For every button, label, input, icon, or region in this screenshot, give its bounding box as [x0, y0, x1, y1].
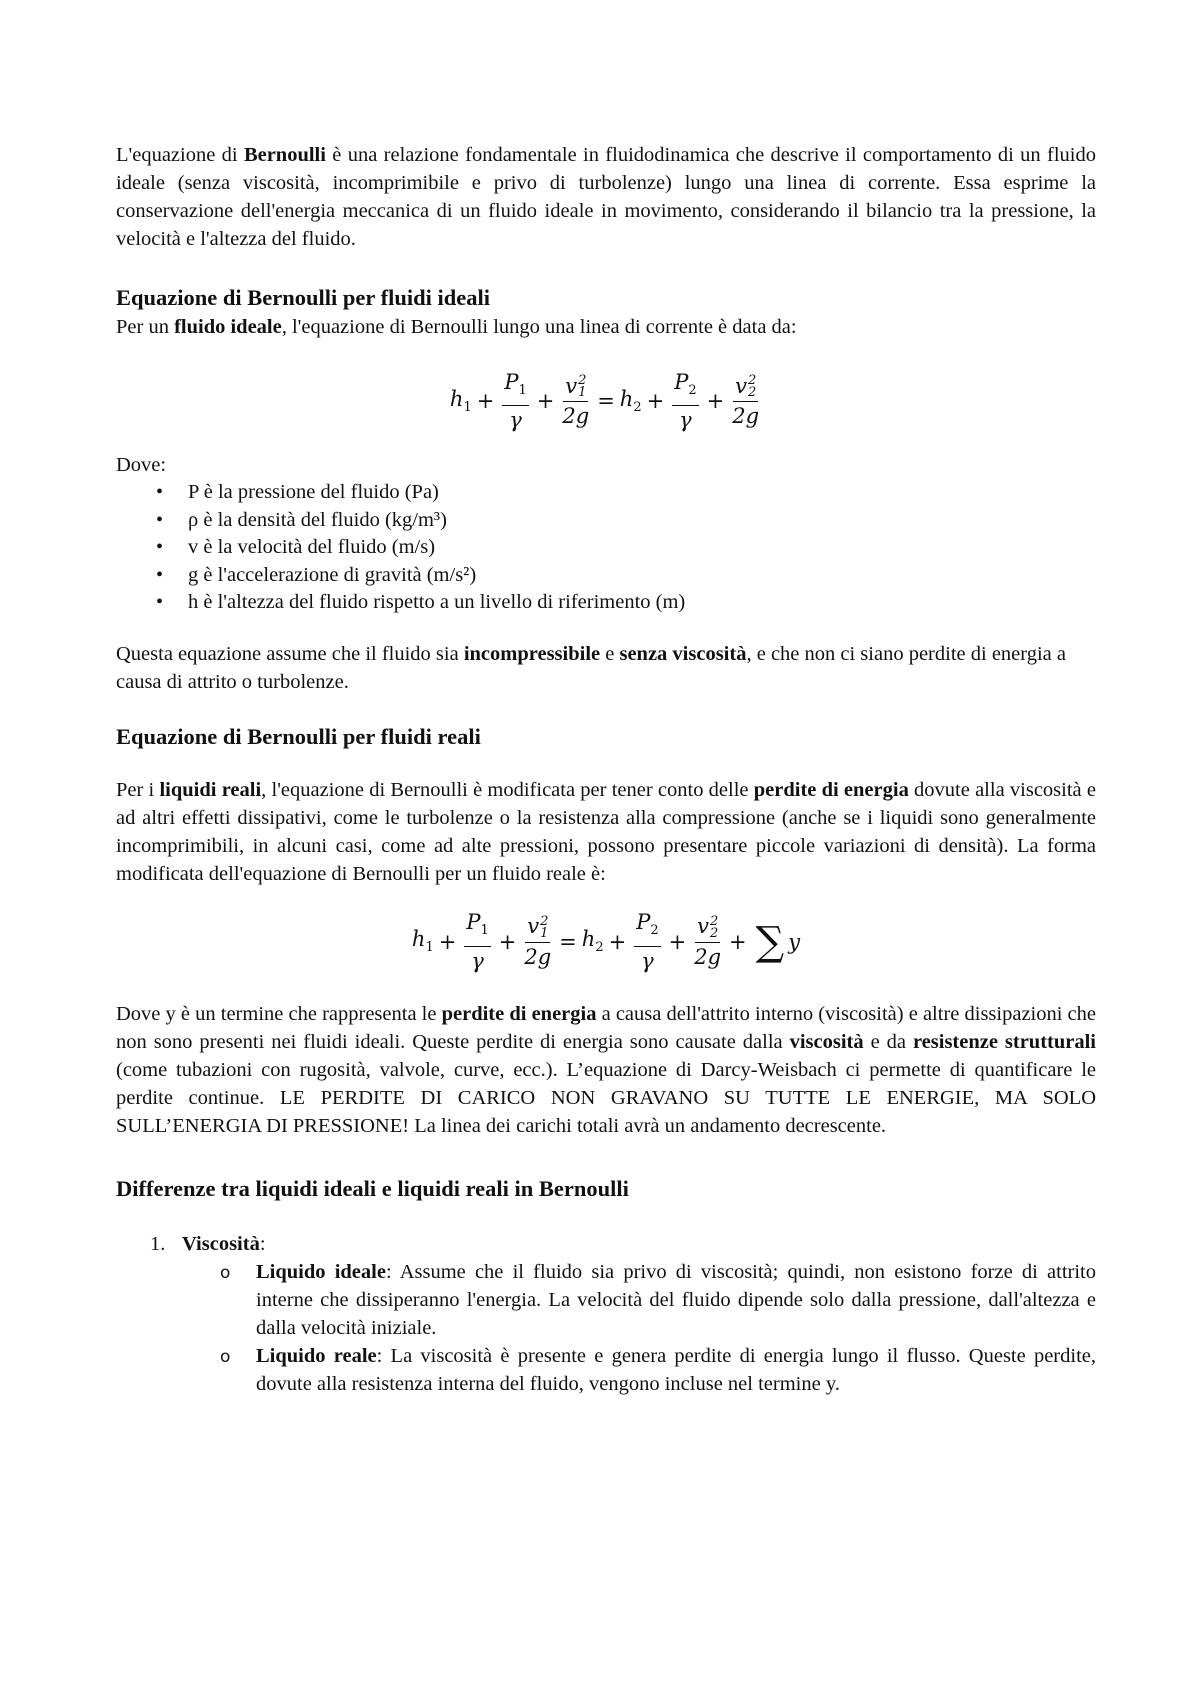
eq-gamma: γ	[641, 948, 654, 973]
ideal-intro-paragraph	[116, 313, 1096, 341]
after-text-1: Dove y è un termine che rappresenta le	[116, 1002, 442, 1025]
real-intro-paragraph	[116, 776, 1096, 888]
eq-frac-p1	[502, 370, 528, 432]
eq-sigma: ∑	[755, 918, 785, 965]
eq-v2-sub: 2	[747, 385, 757, 401]
eq-v2-sup: 2	[747, 373, 757, 389]
equation-real	[116, 904, 1096, 980]
eq-v1-sub: 1	[540, 925, 549, 941]
eq-v2: v	[735, 373, 747, 398]
eq-equals: =	[597, 389, 615, 413]
eq-h1-sub: 1	[463, 400, 472, 416]
item-colon: :	[259, 1232, 266, 1255]
assume-text-1: Questa equazione assume che il fluido sia	[116, 642, 464, 665]
eq-plus: +	[668, 929, 687, 954]
equation-ideal	[116, 363, 1096, 439]
eq-plus: +	[729, 929, 747, 954]
eq-frac-p2	[634, 910, 660, 972]
eq-h2: h	[619, 386, 634, 411]
eq-v2: v	[697, 914, 709, 939]
after-text-2: a causa dell'attrito interno (viscosità) e altre dissipazioni che non sono presenti nei fluidi ideali. Queste perdite di energia sono causate dalla	[116, 1002, 1097, 1053]
list-number: 1.	[150, 1232, 166, 1255]
real-text-1: Per i	[116, 778, 160, 801]
eq-v1-sub: 1	[578, 385, 587, 401]
eq-h2: h	[581, 927, 596, 952]
eq-plus: +	[476, 389, 495, 413]
eq-p1-sub: 1	[480, 923, 489, 939]
after-text-4: (come tubazioni con rugosità, valvole, curve, ecc.). L’equazione di Darcy-Weisbach ci permette di quantificare le perdite continue. LE PERDITE DI CARICO NON GRAVANO SU TUTTE LE ENERGIE, MA SOLO SULL’ENERGIA DI PRESSIONE! La linea dei carichi totali avrà un andamento decrescente.	[116, 1058, 1096, 1137]
circle-bullet-icon: o	[220, 1346, 231, 1367]
assume-bold-viscosita: senza viscosità	[619, 642, 747, 665]
eq-v1: v	[527, 914, 540, 939]
assume-text-3: , e che non ci siano perdite di energia a causa di attrito o turbolenze.	[116, 642, 1066, 693]
real-bold-perdite: perdite di energia	[753, 778, 909, 801]
eq-p1: P	[466, 910, 481, 935]
eq-h1: h	[411, 927, 426, 952]
eq-gamma: γ	[509, 408, 522, 433]
eq-v1: v	[565, 373, 578, 398]
item-title-viscosita: Viscosità	[182, 1232, 260, 1255]
list-item: • h è l'altezza del fluido rispetto a un livello di riferimento (m)	[188, 589, 1096, 617]
list-item: • g è l'accelerazione di gravità (m/s²)	[188, 562, 1096, 590]
eq-plus: +	[706, 389, 725, 413]
after-bold-perdite: perdite di energia	[441, 1002, 597, 1025]
eq-p2: P	[636, 910, 651, 935]
eq-plus: +	[498, 929, 517, 954]
heading-ideal-fluids: Equazione di Bernoulli per fluidi ideali	[116, 285, 491, 310]
sub-list	[182, 1258, 1096, 1398]
assume-bold-incompressibile: incompressibile	[463, 642, 601, 665]
intro-bold-bernoulli: Bernoulli	[243, 144, 326, 166]
list-item: • ρ è la densità del fluido (kg/m³)	[188, 507, 1096, 535]
assumption-paragraph	[116, 640, 1096, 696]
intro-text-2: è una relazione fondamentale in fluidodinamica che descrive il comportamento di un fluido ideale (senza viscosità, incomprimibile e privo di turbolenze) lungo una linea di corrente. Essa esprime la conservazione dell'energia meccanica di un fluido ideale in movimento, considerando il bilancio tra la pressione, la velocità e l'altezza del fluido.	[116, 144, 1096, 250]
ideal-intro-bold: fluido ideale	[174, 316, 282, 338]
eq-h1-sub: 1	[425, 940, 434, 956]
eq-y: y	[788, 929, 801, 954]
eq-v1-sup: 2	[540, 913, 549, 929]
variable-list	[116, 479, 1096, 617]
circle-bullet-icon: o	[220, 1262, 231, 1283]
intro-text-1: L'equazione di	[116, 144, 244, 166]
real-bold-liquidi: liquidi reali	[159, 778, 262, 801]
eq-2g: 2g	[562, 404, 590, 429]
ideal-intro-text-2: , l'equazione di Bernoulli lungo una linea di corrente è data da:	[281, 316, 797, 338]
dove-label: Dove:	[116, 454, 167, 476]
eq-v1-sup: 2	[578, 373, 587, 389]
eq-v2-sub: 2	[709, 925, 719, 941]
differences-list	[116, 1230, 1096, 1398]
list-item	[150, 1230, 1097, 1398]
eq-plus: +	[438, 929, 457, 954]
eq-h2-sub: 2	[633, 400, 642, 416]
eq-p2: P	[674, 369, 689, 394]
eq-plus: +	[608, 929, 627, 954]
eq-v2-sup: 2	[709, 913, 719, 929]
eq-frac-v1	[562, 374, 589, 429]
sub-label-ideale: Liquido ideale	[256, 1260, 386, 1283]
heading-real-fluids: Equazione di Bernoulli per fluidi reali	[116, 723, 481, 749]
eq-2g: 2g	[524, 944, 552, 969]
after-bold-resistenze: resistenze strutturali	[912, 1030, 1096, 1053]
eq-plus: +	[646, 389, 665, 413]
after-text-3: e da	[863, 1030, 913, 1053]
assume-text-2: e	[600, 642, 620, 665]
eq-p2-sub: 2	[688, 383, 697, 399]
eq-frac-v2	[694, 914, 721, 969]
eq-frac-v2	[732, 374, 759, 429]
list-item: • v è la velocità del fluido (m/s)	[188, 534, 1096, 562]
ideal-intro-text-1: Per un	[116, 316, 175, 338]
eq-h1: h	[449, 386, 464, 411]
real-text-2: , l'equazione di Bernoulli è modificata per tener conto delle	[261, 778, 754, 801]
eq-p1: P	[504, 369, 519, 394]
real-explanation-paragraph	[116, 1000, 1096, 1140]
eq-gamma: γ	[471, 948, 484, 973]
sub-text-reale: : La viscosità è presente e genera perdite di energia lungo il flusso. Queste perdite, dovute alla resistenza interna del fluido, vengono incluse nel termine y.	[256, 1344, 1097, 1395]
eq-2g: 2g	[732, 404, 760, 429]
real-text-3: dovute alla viscosità e ad altri effetti dissipativi, come le turbolenze o la resistenza alla compressione (anche se i liquidi sono generalmente incomprimibili, in alcuni casi, come ad alte pressioni, possono presentare piccole variazioni di densità). La forma modificata dell'equazione di Bernoulli per un fluido reale è:	[116, 778, 1096, 885]
eq-frac-p2	[672, 370, 698, 432]
intro-paragraph	[116, 141, 1096, 253]
list-item: • P è la pressione del fluido (Pa)	[188, 479, 1096, 507]
eq-2g: 2g	[694, 944, 722, 969]
eq-h2-sub: 2	[595, 940, 604, 956]
eq-plus: +	[536, 389, 555, 413]
list-item	[220, 1342, 1097, 1398]
eq-p2-sub: 2	[650, 923, 659, 939]
eq-gamma: γ	[679, 408, 692, 433]
sub-text-ideale: : Assume che il fluido sia privo di viscosità; quindi, non esistono forze di attrito interne che dissiperanno l'energia. La velocità del fluido dipende solo dalla pressione, dall'altezza e dalla velocità iniziale.	[256, 1260, 1096, 1339]
eq-p1-sub: 1	[518, 383, 527, 399]
list-item	[220, 1258, 1096, 1342]
eq-frac-v1	[524, 914, 551, 969]
eq-frac-p1	[464, 910, 490, 972]
heading-differences: Differenze tra liquidi ideali e liquidi reali in Bernoulli	[116, 1175, 629, 1201]
after-bold-viscosita: viscosità	[789, 1030, 864, 1053]
sub-label-reale: Liquido reale	[256, 1344, 377, 1367]
eq-equals: =	[559, 929, 577, 954]
